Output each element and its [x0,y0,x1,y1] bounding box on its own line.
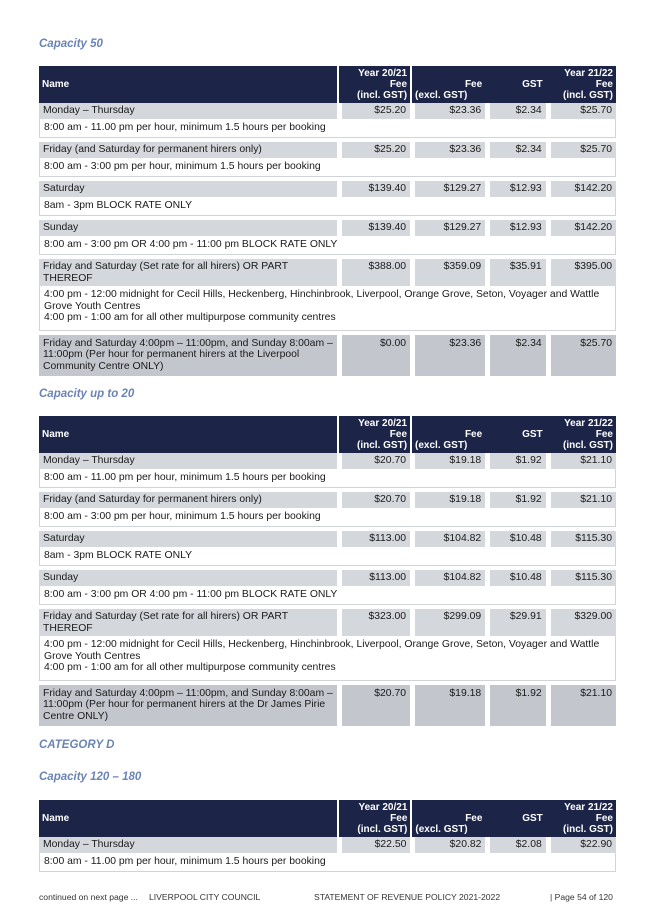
footer-council: LIVERPOOL CITY COUNCIL [149,892,261,902]
header-fee-incl-21-22: Fee [546,429,616,440]
fee-row [39,220,616,236]
header-year-20-21: Year 20/21 [337,800,410,813]
header-row [39,66,616,79]
header-fee-incl: Fee [337,813,410,824]
fee-row-description [39,236,616,256]
fee-row [39,181,616,197]
header-blank [485,440,545,453]
fee-description-text: 4:00 pm - 12:00 midnight for Cecil Hills, Heckenberg, Hinchinbrook, Liverpool, Orange Grove, Seton, Voyager and Wattle Grove Youth Centres [44,289,600,312]
fee-row-description [39,586,616,606]
fee-row-description [39,853,616,873]
fee-value-20-21: $0.00 [337,335,410,377]
fee-description-text: 8:00 am - 11.00 pm per hour, minimum 1.5 hours per booking [44,471,326,483]
fee-description-cell [39,469,616,489]
fee-row-name: Friday and Saturday (Set rate for all hirers) OR PART THEREOF [39,259,337,286]
fee-description-cell [39,236,616,256]
fee-value-20-21: $323.00 [337,609,410,636]
fee-value-excl-gst: $23.36 [410,335,485,377]
fee-description-cell [39,586,616,606]
fee-value-20-21: $22.50 [337,837,410,853]
fee-row-name: Friday and Saturday (Set rate for all hirers) OR PART THEREOF [39,609,337,636]
fee-row [39,335,616,377]
fee-row-name: Monday – Thursday [39,103,337,119]
header-year-21-22: Year 21/22 [546,66,616,79]
fee-description-text-2: 4:00 pm - 1:00 am for all other multipurpose community centres [44,312,336,323]
footer-statement: STATEMENT OF REVENUE POLICY 2021-2022 [314,892,501,902]
fee-row-description [39,158,616,178]
fee-value-excl-gst: $359.09 [410,259,485,286]
fee-row-name: Sunday [39,220,337,236]
fee-value-excl-gst: $19.18 [410,492,485,508]
header-fee-incl: Fee [337,429,410,440]
section-title-capacity-20: Capacity up to 20 [39,388,135,400]
fee-description-cell [39,197,616,217]
fee-value-21-22: $25.70 [546,335,616,377]
fee-value-gst: $2.34 [485,335,545,377]
fee-value-21-22: $25.70 [546,103,616,119]
header-blank [485,824,545,837]
fee-description-cell [39,547,616,567]
fee-row-description [39,547,616,567]
fee-value-gst: $1.92 [485,685,545,727]
fee-value-excl-gst: $129.27 [410,220,485,236]
header-year-21-22: Year 21/22 [546,800,616,813]
fee-description-cell [39,286,616,331]
fee-value-20-21: $139.40 [337,181,410,197]
fee-value-21-22: $142.20 [546,181,616,197]
fee-description-text-2: 4:00 pm - 1:00 am for all other multipurpose community centres [44,662,336,673]
fee-table-capacity-20 [39,416,616,726]
fee-value-20-21: $25.20 [337,103,410,119]
fee-value-excl-gst: $104.82 [410,570,485,586]
fee-row-description [39,508,616,528]
fee-description-text: 8am - 3pm BLOCK RATE ONLY [44,549,193,561]
fee-value-20-21: $113.00 [337,531,410,547]
header-gst: GST [485,813,545,824]
fee-value-20-21: $113.00 [337,570,410,586]
header-fee-excl: Fee [410,79,485,90]
fee-row-name: Monday – Thursday [39,837,337,853]
fee-value-gst: $12.93 [485,220,545,236]
fee-row [39,142,616,158]
header-spacer [485,800,545,813]
fee-row-name: Friday and Saturday 4:00pm – 11:00pm, and Sunday 8:00am – 11:00pm (Per hour for permanent hirers at the Liverpool Community Centre ONLY) [39,335,337,377]
fee-row [39,492,616,508]
fee-row [39,259,616,286]
fee-row-name: Friday (and Saturday for permanent hirers only) [39,492,337,508]
fee-row-description [39,286,616,331]
header-fee-incl: Fee [337,79,410,90]
fee-value-excl-gst: $299.09 [410,609,485,636]
fee-row-name: Saturday [39,181,337,197]
fee-row [39,453,616,469]
fee-value-21-22: $21.10 [546,453,616,469]
fee-value-excl-gst: $104.82 [410,531,485,547]
fee-description-text: 8:00 am - 3:00 pm OR 4:00 pm - 11:00 pm BLOCK RATE ONLY [44,238,338,250]
fee-value-excl-gst: $19.18 [410,453,485,469]
fee-value-21-22: $142.20 [546,220,616,236]
fee-description-text: 8:00 am - 11.00 pm per hour, minimum 1.5 hours per booking [44,855,326,867]
fee-value-gst: $10.48 [485,570,545,586]
header-spacer [410,800,485,813]
fee-description-text: 4:00 pm - 12:00 midnight for Cecil Hills, Heckenberg, Hinchinbrook, Liverpool, Orange Grove, Seton, Voyager and Wattle Grove Youth Centres [44,639,600,662]
header-incl-gst: (incl. GST) [337,440,410,453]
fee-row-name: Friday and Saturday 4:00pm – 11:00pm, and Sunday 8:00am – 11:00pm (Per hour for permanent hirers at the Dr James Pirie Centre ONLY) [39,685,337,727]
header-spacer [485,66,545,79]
header-spacer [410,416,485,429]
fee-row-description [39,119,616,139]
fee-value-gst: $1.92 [485,453,545,469]
header-incl-gst: (incl. GST) [337,824,410,837]
fee-value-gst: $2.34 [485,103,545,119]
fee-description-cell [39,636,616,681]
header-fee-excl: Fee [410,813,485,824]
fee-row-name: Saturday [39,531,337,547]
fee-table-capacity-50 [39,66,616,376]
section-title-capacity-50: Capacity 50 [39,38,103,50]
fee-value-20-21: $388.00 [337,259,410,286]
fee-value-21-22: $115.30 [546,570,616,586]
fee-row [39,103,616,119]
fee-value-excl-gst: $23.36 [410,103,485,119]
fee-row-name: Sunday [39,570,337,586]
header-spacer [410,66,485,79]
fee-value-21-22: $21.10 [546,492,616,508]
fee-description-cell [39,158,616,178]
fee-row-name: Monday – Thursday [39,453,337,469]
fee-description-text: 8am - 3pm BLOCK RATE ONLY [44,199,193,211]
fee-value-gst: $12.93 [485,181,545,197]
fee-row [39,837,616,853]
fee-value-21-22: $395.00 [546,259,616,286]
header-row [39,416,616,429]
header-name: Name [39,416,337,453]
fee-table-capacity-120-180 [39,800,616,872]
fee-value-excl-gst: $129.27 [410,181,485,197]
header-gst: GST [485,429,545,440]
header-year-20-21: Year 20/21 [337,66,410,79]
header-excl-gst: (excl. GST) [410,90,485,103]
fee-row [39,531,616,547]
fee-row-description [39,197,616,217]
header-blank [485,90,545,103]
fee-description-text: 8:00 am - 3:00 pm per hour, minimum 1.5 hours per booking [44,160,321,172]
header-excl-gst: (excl. GST) [410,824,485,837]
header-year-20-21: Year 20/21 [337,416,410,429]
header-fee-incl-21-22: Fee [546,79,616,90]
fee-value-gst: $2.34 [485,142,545,158]
header-name: Name [39,800,337,837]
fee-description-text: 8:00 am - 3:00 pm per hour, minimum 1.5 hours per booking [44,510,321,522]
fee-value-21-22: $329.00 [546,609,616,636]
fee-value-21-22: $115.30 [546,531,616,547]
header-spacer [485,416,545,429]
fee-value-gst: $35.91 [485,259,545,286]
header-excl-gst: (excl. GST) [410,440,485,453]
fee-description-text: 8:00 am - 11.00 pm per hour, minimum 1.5 hours per booking [44,121,326,133]
header-fee-excl: Fee [410,429,485,440]
fee-value-excl-gst: $20.82 [410,837,485,853]
fee-value-gst: $2.08 [485,837,545,853]
fee-row-description [39,469,616,489]
header-incl-gst-21-22: (incl. GST) [546,824,616,837]
header-incl-gst-21-22: (incl. GST) [546,90,616,103]
fee-row [39,685,616,727]
header-incl-gst-21-22: (incl. GST) [546,440,616,453]
header-fee-incl-21-22: Fee [546,813,616,824]
fee-value-gst: $10.48 [485,531,545,547]
fee-value-21-22: $21.10 [546,685,616,727]
category-title: CATEGORY D [39,739,115,751]
fee-value-20-21: $20.70 [337,453,410,469]
fee-value-20-21: $20.70 [337,685,410,727]
fee-value-gst: $1.92 [485,492,545,508]
header-name: Name [39,66,337,103]
fee-row [39,570,616,586]
fee-description-cell [39,853,616,873]
fee-row [39,609,616,636]
fee-value-21-22: $22.90 [546,837,616,853]
fee-value-gst: $29.91 [485,609,545,636]
footer-page-number: | Page 54 of 120 [550,892,613,902]
footer-continued: continued on next page ... [39,892,138,902]
fee-description-cell [39,119,616,139]
fee-description-cell [39,508,616,528]
fee-value-20-21: $139.40 [337,220,410,236]
fee-row-description [39,636,616,681]
fee-description-text: 8:00 am - 3:00 pm OR 4:00 pm - 11:00 pm BLOCK RATE ONLY [44,588,338,600]
fee-value-20-21: $20.70 [337,492,410,508]
header-year-21-22: Year 21/22 [546,416,616,429]
fee-value-excl-gst: $23.36 [410,142,485,158]
section-title-capacity-120-180: Capacity 120 – 180 [39,771,142,783]
fee-value-excl-gst: $19.18 [410,685,485,727]
fee-row-name: Friday (and Saturday for permanent hirers only) [39,142,337,158]
header-gst: GST [485,79,545,90]
fee-value-20-21: $25.20 [337,142,410,158]
fee-value-21-22: $25.70 [546,142,616,158]
header-row [39,800,616,813]
header-incl-gst: (incl. GST) [337,90,410,103]
